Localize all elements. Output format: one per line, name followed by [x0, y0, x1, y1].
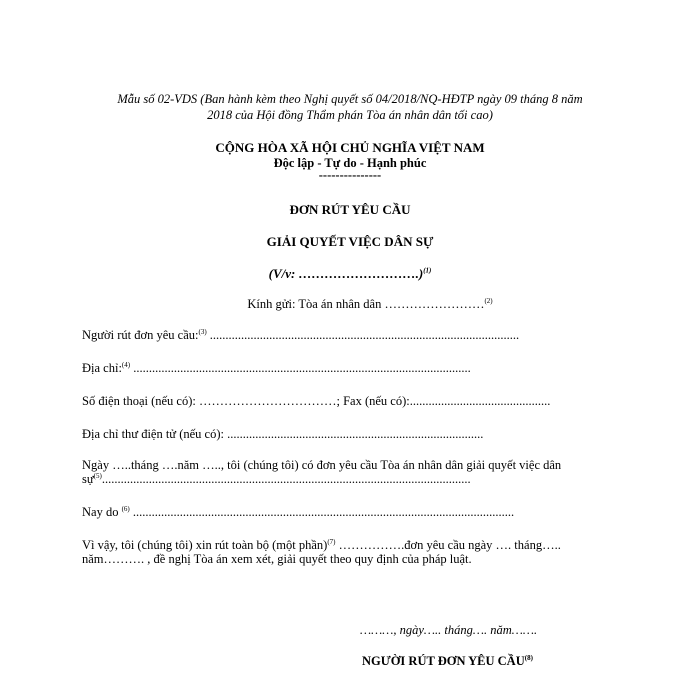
- requester-label: Người rút đơn yêu cầu:: [82, 328, 199, 342]
- form-title: ĐƠN RÚT YÊU CẦU: [289, 202, 411, 217]
- withdraw-text-a: Vì vậy, tôi (chúng tôi) xin rút toàn bộ (một phần): [82, 538, 328, 552]
- request-line2-prefix: sự: [82, 472, 94, 486]
- request-line2: [82, 472, 471, 487]
- email-field: Địa chỉ thư điện tử (nếu có): ..................................................................................: [82, 427, 484, 441]
- national-motto: Độc lập - Tự do - Hạnh phúc: [273, 156, 427, 170]
- recipient-footnote: (2): [484, 296, 493, 305]
- address-footnote: (4): [121, 360, 131, 369]
- withdraw-line1: [82, 538, 561, 553]
- withdraw-footnote: (7): [327, 537, 336, 546]
- form-note-line2: 2018 của Hội đồng Thẩm phán Tòa án nhân dân tối cao): [207, 108, 493, 122]
- address-field: [82, 361, 471, 376]
- motto-divider: ---------------: [318, 168, 382, 182]
- requester-field: [82, 328, 519, 343]
- reason-field: [82, 505, 514, 520]
- subject-footnote: (1): [423, 266, 432, 275]
- recipient-text: Kính gửi: Tòa án nhân dân ……………………: [247, 297, 485, 311]
- requester-footnote: (3): [198, 327, 207, 336]
- signature-date-line: ………, ngày….. tháng…. năm…….: [360, 623, 538, 637]
- form-note-line1: Mẫu số 02-VDS (Ban hành kèm theo Nghị quyết số 04/2018/NQ-HĐTP ngày 09 tháng 8 năm: [117, 92, 583, 106]
- national-title: CỘNG HÒA XÃ HỘI CHỦ NGHĨA VIỆT NAM: [215, 140, 485, 155]
- recipient-line: [0, 297, 700, 312]
- reason-label: Nay do: [82, 505, 122, 519]
- reason-dots: ..........................................................................................................................: [129, 505, 515, 519]
- signer-label: NGƯỜI RÚT ĐƠN YÊU CẦU: [362, 654, 525, 668]
- subject-text: (V/v: ……………………….): [268, 266, 424, 281]
- request-line2-dots: ......................................................................................................................: [101, 472, 471, 486]
- subject-line: [0, 266, 700, 282]
- address-dots: ............................................................................................................: [130, 361, 471, 375]
- withdraw-text-b: …………….đơn yêu cầu ngày …. tháng…..: [335, 538, 561, 552]
- request-footnote: (5): [93, 471, 102, 480]
- requester-dots: ...................................................................................................: [206, 328, 520, 342]
- signer-footnote: (8): [524, 653, 533, 662]
- withdraw-line2: năm………. , đề nghị Tòa án xem xét, giải quyết theo quy định của pháp luật.: [82, 552, 472, 566]
- form-subtitle: GIẢI QUYẾT VIỆC DÂN SỰ: [266, 234, 434, 249]
- request-line1: Ngày …..tháng ….năm ….., tôi (chúng tôi) có đơn yêu cầu Tòa án nhân dân giải quyết việc dân: [82, 458, 562, 472]
- signer-title: [362, 654, 533, 669]
- address-label: Địa chỉ:: [82, 361, 122, 375]
- phone-fax-field: Số điện thoại (nếu có): ……………………………; Fax (nếu có):.............................................: [82, 394, 551, 408]
- reason-footnote: (6): [121, 504, 130, 513]
